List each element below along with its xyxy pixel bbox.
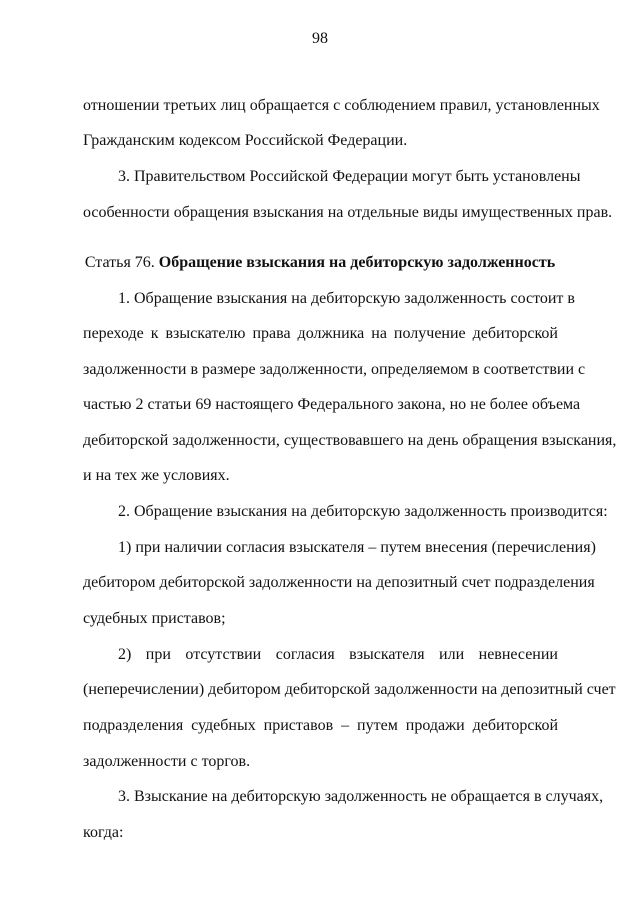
text-line: и на тех же условиях. — [83, 467, 230, 484]
text-line: дебитором дебиторской задолженности на депозитный счет подразделения — [83, 574, 595, 591]
text-line: переходе к взыскателю права должника на получение дебиторской — [83, 325, 558, 342]
text-line: частью 2 статьи 69 настоящего Федерального закона, но не более объема — [83, 396, 581, 413]
text-line: 1. Обращение взыскания на дебиторскую задолженность состоит в — [118, 290, 575, 307]
article-label: Статья 76. — [84, 254, 155, 271]
text-line: отношении третьих лиц обращается с соблюдением правил, установленных — [83, 97, 600, 114]
text-line: задолженности в размере задолженности, определяемом в соответствии с — [83, 361, 586, 378]
article-title: Обращение взыскания на дебиторскую задолженность — [158, 254, 556, 271]
text-line: особенности обращения взыскания на отдельные виды имущественных прав. — [83, 204, 613, 221]
text-line: 1) при наличии согласия взыскателя – путем внесения (перечисления) — [118, 539, 596, 556]
page-number: 98 — [312, 30, 328, 47]
text-line: 2) при отсутствии согласия взыскателя или невнесении — [118, 646, 558, 663]
article-heading — [0, 253, 640, 273]
text-line: задолженности с торгов. — [83, 753, 251, 770]
text-line: подразделения судебных приставов – путем продажи дебиторской — [83, 717, 558, 734]
text-line: когда: — [83, 824, 124, 841]
text-line: дебиторской задолженности, существовавшего на день обращения взыскания, — [83, 432, 617, 449]
text-line: судебных приставов; — [83, 610, 226, 627]
text-line: 3. Правительством Российской Федерации могут быть установлены — [118, 168, 581, 185]
text-line: 2. Обращение взыскания на дебиторскую задолженность производится: — [118, 503, 608, 520]
text-line: Гражданским кодексом Российской Федерации. — [83, 132, 408, 149]
text-line: 3. Взыскание на дебиторскую задолженность не обращается в случаях, — [118, 788, 604, 805]
text-line: (неперечислении) дебитором дебиторской задолженности на депозитный счет — [83, 681, 616, 698]
